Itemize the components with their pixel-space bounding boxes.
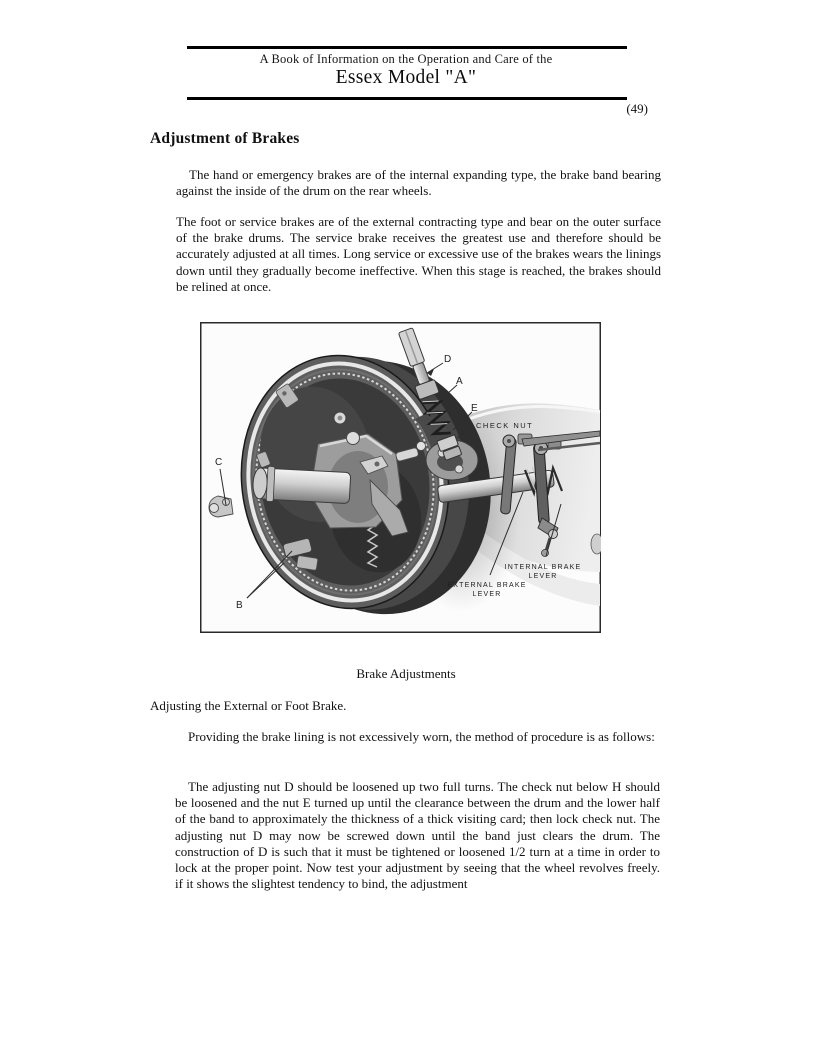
label-e: E bbox=[471, 403, 478, 414]
anchor-bracket bbox=[209, 496, 233, 517]
header-rule-bottom bbox=[187, 97, 627, 100]
label-d: D bbox=[444, 354, 452, 365]
brake-assembly-illustration bbox=[200, 322, 601, 633]
label-check-nut: CHECK NUT bbox=[476, 421, 534, 430]
label-internal-brake-lever: INTERNAL BRAKE bbox=[504, 564, 582, 571]
label-internal-brake-lever-2: LEVER bbox=[528, 573, 558, 580]
section-heading: Adjustment of Brakes bbox=[150, 130, 300, 147]
label-external-brake-lever: EXTERNAL BRAKE bbox=[447, 582, 527, 589]
label-a: A bbox=[456, 376, 463, 387]
book-title: Essex Model "A" bbox=[335, 67, 477, 88]
page-number: (49) bbox=[626, 101, 648, 116]
series-title: A Book of Information on the Operation and Care of the bbox=[259, 52, 553, 66]
brake-assembly-figure bbox=[200, 322, 601, 633]
subheading-foot-brake: Adjusting the External or Foot Brake. bbox=[150, 698, 347, 713]
label-b: B bbox=[236, 600, 243, 611]
paragraph-adjusting-steps: The adjusting nut D should be loosened up two full turns. The check nut below H should be loosened and the nut E turned up until the clearance between the drum and the lower half of the band to approximately the thickness of a thick visiting card; then lock check nut. The adjusting nut D may now be screwed down until the band just clears the drum. The construction of D is such that it must be tightened or loosened 1/2 turn at a time in order to lock at the proper point. Now test your adjustment by seeing that the wheel revolves freely. if it shows the slightest tendency to bind, the adjustment bbox=[175, 779, 660, 892]
figure-caption: Brake Adjustments bbox=[356, 666, 456, 681]
paragraph-foot-brakes: The foot or service brakes are of the external contracting type and bear on the outer surface of the brake drums. The service brake receives the greatest use and therefore should be accurately adjusted at all times. Long service or excessive use of the brakes wears the linings down until they gradually become ineffective. When this stage is reached, the brakes should be relined at once. bbox=[176, 214, 661, 294]
label-c: C bbox=[215, 457, 223, 468]
paragraph-hand-brakes: The hand or emergency brakes are of the internal expanding type, the brake band bearing against the inside of the drum on the rear wheels. bbox=[176, 167, 661, 199]
header-rule-top bbox=[187, 46, 627, 49]
label-external-brake-lever-2: LEVER bbox=[472, 591, 502, 598]
paragraph-procedure: Providing the brake lining is not excessively worn, the method of procedure is as follows: bbox=[188, 729, 655, 744]
